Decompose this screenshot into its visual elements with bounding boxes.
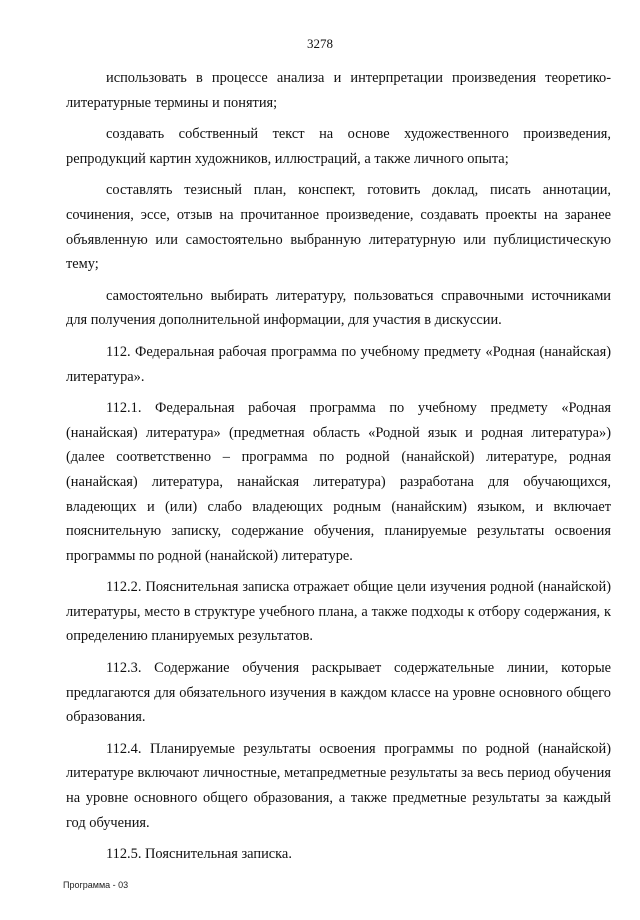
paragraph-2: создавать собственный текст на основе художественного произведения, репродукций картин художников, иллюстраций, а также личного опыта; [66,126,611,167]
paragraph-9: 112.4. Планируемые результаты освоения программы по родной (нанайской) литературе включают личностные, метапредметные результаты за весь период обучения на уровне основного общего образования, а также предметные результаты за каждый год обучения. [66,740,611,831]
paragraph-5: 112. Федеральная рабочая программа по учебному предмету «Родная (нанайская) литература». [66,343,611,385]
document-body [66,66,611,874]
paragraph-3: составлять тезисный план, конспект, готовить доклад, писать аннотации, сочинения, эссе, отзыв на прочитанное произведение, создавать проекты на заранее объявленную или самостоятельно выбранную литературную или публицистическую тему; [66,182,611,273]
page-number: 3278 [307,36,333,51]
paragraph-7: 112.2. Пояснительная записка отражает общие цели изучения родной (нанайской) литературы, место в структуре учебного плана, а также подходы к отбору содержания, к определению планируемых результатов. [66,579,611,645]
paragraph-8: 112.3. Содержание обучения раскрывает содержательные линии, которые предлагаются для обязательного изучения в каждом классе на уровне основного общего образования. [66,660,611,726]
paragraph-4: самостоятельно выбирать литературу, пользоваться справочными источниками для получения дополнительной информации, для участия в дискуссии. [66,287,611,329]
paragraph-10: 112.5. Пояснительная записка. [106,846,292,863]
footer-label: Программа - 03 [63,880,129,890]
paragraph-1: использовать в процессе анализа и интерпретации произведения теоретико-литературные термины и понятия; [66,70,611,111]
paragraph-6: 112.1. Федеральная рабочая программа по учебному предмету «Родная (нанайская) литература» (предметная область «Родной язык и родная литература») (далее соответственно – программа по родной (нанайской) литературе, родная (нанайская) литература, нанайская литература) разработана для обучающихся, владеющих и (или) слабо владеющих родным (нанайским) языком, и включает пояснительную записку, содержание обучения, планируемые результаты освоения программы по родной (нанайской) литературе. [66,400,611,564]
